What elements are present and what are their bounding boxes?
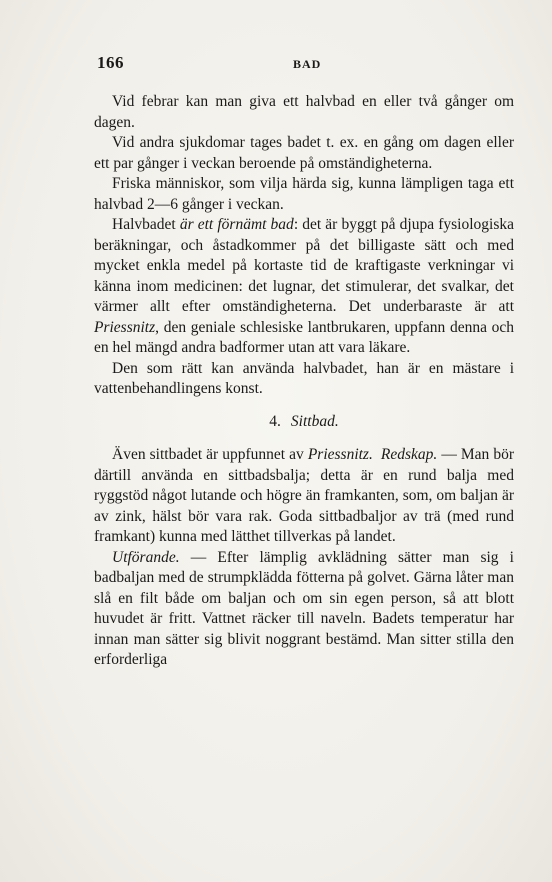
halvbad-middle: : det är byggt på djupa fysiologiska beräkningar, och åstadkommer på det billigaste sätt och med mycket enkla medel på kortaste tid de kraftigaste verkningar vi känna inom medicinen: det lugnar, det stimulerar, det svalkar, det värmer allt efter omständigheterna. Det underbaraste är att	[94, 216, 514, 315]
redskap-label: Redskap.	[380, 446, 438, 463]
paragraph-halvbad	[94, 215, 514, 359]
sittbad-lead: Även sittbadet är uppfunnet av	[112, 446, 308, 463]
section-heading	[94, 412, 514, 433]
sittbad-body: — Man bör därtill använda en sittbadsbalja; detta är en rund balja med ryggstöd något lutande och högre än framkanten, som, om baljan är av zink, hälst bör vara rak. Goda sittbadbaljor av trä (med rund framkant) kunna med lätthet tillverkas på landet.	[94, 446, 515, 545]
paragraph-utforande	[94, 548, 514, 671]
halvbad-lead: Halvbadet	[112, 216, 180, 233]
utforande-body: — Efter lämplig avklädning sätter man sig i badbaljan med de strumpklädda fötterna på golvet. Gärna låter man slå en filt både om baljan och om sin egen person, så att blott huvudet är fritt. Vattnet räcker till naveln. Badets temperatur har innan man sätter sig blivit noggrant bestämd. Man sitter stilla den erforderliga	[94, 548, 514, 668]
utforande-label: Utförande.	[112, 548, 180, 566]
priessnitz-name: Priessnitz	[94, 318, 156, 336]
paragraph-healthy-people: Friska människor, som vilja härda sig, kunna lämpligen taga ett halvbad 2—6 gånger i veckan.	[94, 175, 514, 213]
halvbad-tail: , den geniale schlesiske lantbrukaren, uppfann denna och en hel mängd andra badformer utan att vara läkare.	[94, 318, 514, 356]
section-title: Sittbad.	[290, 412, 339, 430]
page-number: 166	[97, 53, 124, 72]
paragraph-master: Den som rätt kan använda halvbadet, han är en mästare i vattenbehandlingens konst.	[94, 359, 514, 397]
sittbad-priessnitz: Priessnitz.	[307, 446, 373, 463]
section-number: 4.	[269, 412, 281, 430]
body-text	[94, 92, 514, 671]
paragraph-other-illness: Vid andra sjukdomar tages badet t. ex. en gång om dagen eller ett par gånger i veckan beroende på omständigheterna.	[94, 134, 514, 172]
halvbad-emphasis: är ett förnämt bad	[179, 216, 294, 233]
paragraph-fever: Vid febrar kan man giva ett halvbad en eller två gånger om dagen.	[94, 93, 514, 131]
paragraph-sittbad	[94, 445, 514, 548]
page-header	[97, 53, 517, 73]
running-head: BAD	[293, 57, 322, 71]
